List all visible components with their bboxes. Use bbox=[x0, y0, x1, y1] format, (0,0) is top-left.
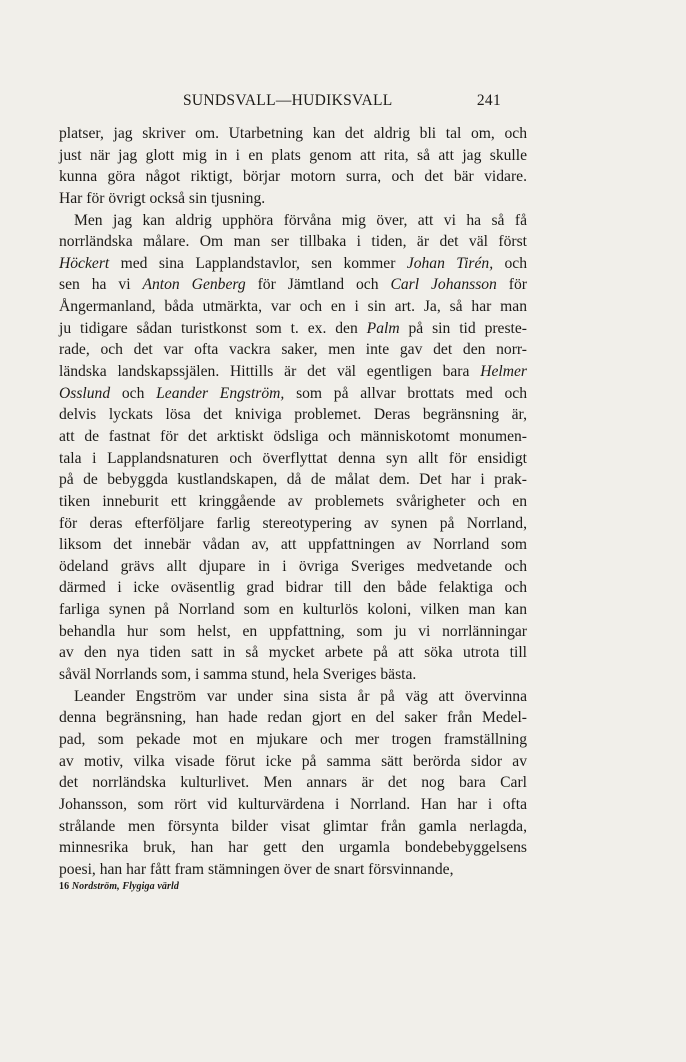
text-run: sen ha vi bbox=[59, 276, 143, 294]
text-run: och bbox=[493, 254, 527, 272]
text-run: Men jag kan aldrig upphöra förvåna mig över, att vi ha så få bbox=[74, 211, 527, 229]
text-line bbox=[59, 274, 527, 296]
text-run: att de fastnat för det arktiskt ödsliga och människotomt monumen- bbox=[59, 427, 527, 445]
text-run: tiken inneburit ett kringgående av problemets svårigheter och en bbox=[59, 492, 527, 510]
text-line bbox=[59, 513, 527, 535]
text-line bbox=[59, 296, 527, 318]
text-line bbox=[59, 404, 527, 426]
text-run: på sin tid preste- bbox=[399, 319, 527, 337]
text-line bbox=[59, 729, 527, 751]
page-number: 241 bbox=[476, 92, 501, 109]
italic-name: Anton Genberg bbox=[142, 276, 246, 294]
text-run: ödeland grävs allt djupare in i övriga Sveriges medvetande och bbox=[59, 557, 527, 575]
text-run: av motiv, vilka visade förut icke på samma sätt berörda sidor av bbox=[59, 752, 527, 770]
page-header bbox=[183, 92, 501, 112]
text-line bbox=[59, 253, 527, 275]
text-run: norrländska målare. Om man ser tillbaka i tiden, är det väl först bbox=[59, 233, 527, 251]
text-line bbox=[59, 577, 527, 599]
text-line bbox=[59, 751, 527, 773]
text-run: på de bebyggda kustlandskapen, då de målat dem. Det har i prak- bbox=[59, 471, 527, 489]
running-head: SUNDSVALL—HUDIKSVALL bbox=[183, 92, 393, 109]
body-text bbox=[59, 123, 527, 880]
signature-number: 16 bbox=[59, 881, 72, 892]
text-line bbox=[59, 210, 527, 232]
italic-name: Johan Tirén, bbox=[406, 254, 494, 272]
text-line bbox=[59, 707, 527, 729]
text-run: för deras efterföljare farlig stereotypering av synen på Norrland, bbox=[59, 514, 527, 532]
text-line bbox=[59, 469, 527, 491]
text-run: det norrländska kulturlivet. Men annars är det nog bara Carl bbox=[59, 774, 527, 792]
italic-name: Carl Johansson bbox=[390, 276, 497, 294]
text-run: såväl Norrlands som, i samma stund, hela Sveriges bästa. bbox=[59, 666, 417, 684]
text-run: pad, som pekade mot en mjukare och mer trogen framställning bbox=[59, 730, 527, 748]
italic-name: Palm bbox=[366, 319, 400, 337]
text-line bbox=[59, 859, 527, 881]
text-line bbox=[59, 772, 527, 794]
text-run: av den nya tiden satt in så mycket arbete på att söka utrota till bbox=[59, 644, 527, 662]
text-line bbox=[59, 339, 527, 361]
text-run: för Jämtland och bbox=[245, 276, 391, 294]
text-run: denna begränsning, han hade redan gjort en del saker från Medel- bbox=[59, 709, 527, 727]
text-line bbox=[59, 188, 527, 210]
text-line bbox=[59, 837, 527, 859]
text-line bbox=[59, 621, 527, 643]
text-run: därmed i icke oväsentlig grad bidrar till den både felaktiga och bbox=[59, 579, 527, 597]
signature-title: Nordström, Flygiga värld bbox=[71, 881, 179, 892]
text-line bbox=[59, 534, 527, 556]
text-line bbox=[59, 664, 527, 686]
text-run: för bbox=[496, 276, 527, 294]
text-line bbox=[59, 318, 527, 340]
text-run: Johansson, som rört vid kulturvärdena i Norrland. Han har i ofta bbox=[59, 795, 527, 813]
italic-name: Osslund bbox=[59, 384, 111, 402]
text-line bbox=[59, 426, 527, 448]
text-run: Har för övrigt också sin tjusning. bbox=[59, 189, 266, 207]
text-line bbox=[59, 686, 527, 708]
text-run: med sina Lapplandstavlor, sen kommer bbox=[109, 254, 407, 272]
text-run: som på allvar brottats med och bbox=[284, 384, 528, 402]
text-run: kunna göra något riktigt, börjar motorn surra, och det bär vidare. bbox=[59, 168, 527, 186]
text-run: delvis lyckats lösa det kniviga problemet. Deras begränsning är, bbox=[59, 406, 527, 424]
text-line bbox=[59, 556, 527, 578]
italic-name: Höckert bbox=[59, 254, 110, 272]
text-run: farliga synen på Norrland som en kulturlös koloni, vilken man kan bbox=[59, 601, 527, 619]
italic-name: Leander Engström, bbox=[156, 384, 285, 402]
text-line bbox=[59, 383, 527, 405]
text-run: platser, jag skriver om. Utarbetning kan det aldrig bli tal om, och bbox=[59, 125, 527, 142]
text-run: just när jag glott mig in i en plats genom att rita, så att jag skulle bbox=[59, 146, 527, 164]
text-run: liksom det innebär vådan av, att uppfattningen av Norrland som bbox=[59, 536, 527, 554]
text-run: Leander Engström var under sina sista år på väg att övervinna bbox=[74, 687, 527, 705]
text-run: minnesrika bruk, han har gett den urgamla bondebebyggelsens bbox=[59, 839, 527, 857]
text-line bbox=[59, 448, 527, 470]
text-run: och bbox=[110, 384, 157, 402]
text-line bbox=[59, 794, 527, 816]
text-run: behandla hur som helst, en uppfattning, som ju vi norrlänningar bbox=[59, 622, 527, 640]
text-line bbox=[59, 231, 527, 253]
italic-name: Helmer bbox=[480, 363, 527, 381]
text-run: ländska landskapssjälen. Hittills är det väl egentligen bara bbox=[59, 363, 481, 381]
text-run: Ångermanland, båda utmärkta, var och en i sin art. Ja, så har man bbox=[59, 298, 527, 316]
signature-footer bbox=[59, 881, 179, 892]
text-run: ju tidigare sådan turistkonst som t. ex. den bbox=[59, 319, 367, 337]
text-run: poesi, han har fått fram stämningen över de snart försvinnande, bbox=[59, 860, 454, 878]
text-line bbox=[59, 816, 527, 838]
text-run: rade, och det var ofta vackra saker, men inte gav det den norr- bbox=[59, 341, 527, 359]
text-line bbox=[59, 123, 527, 145]
text-run: tala i Lapplandsnaturen och överflyttat denna syn allt för ensidigt bbox=[59, 449, 527, 467]
text-line bbox=[59, 166, 527, 188]
text-line bbox=[59, 361, 527, 383]
text-run: strålande men försynta bilder visat glimtar från gamla nerlagda, bbox=[59, 817, 527, 835]
text-line bbox=[59, 491, 527, 513]
text-line bbox=[59, 642, 527, 664]
text-line bbox=[59, 599, 527, 621]
text-line bbox=[59, 145, 527, 167]
